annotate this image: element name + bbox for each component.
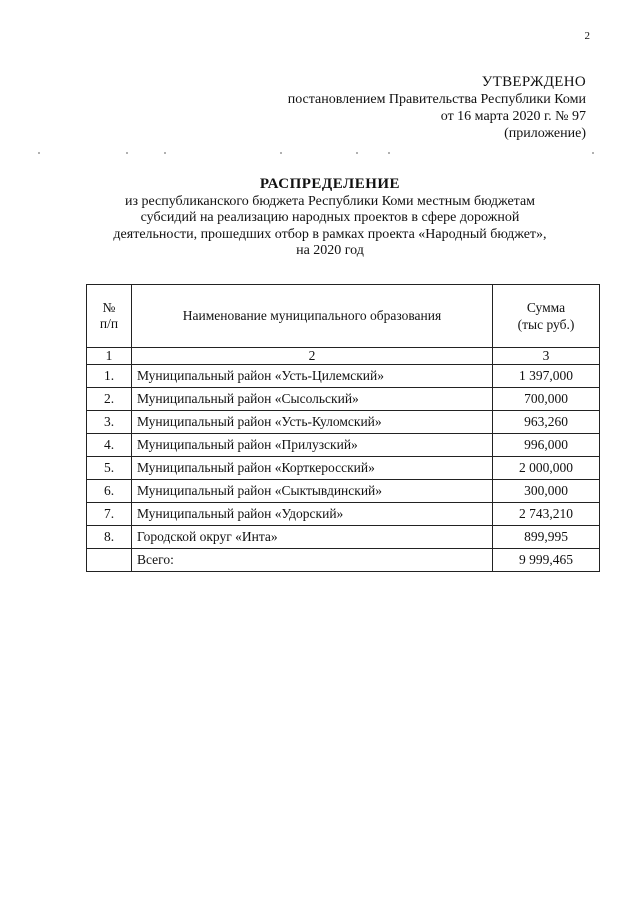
header-number-line: п/п <box>99 316 119 331</box>
approval-line: постановлением Правительства Республики Коми <box>287 92 586 107</box>
title-line: субсидий на реализацию народных проектов в сфере дорожной <box>140 210 520 225</box>
table-row <box>87 526 600 549</box>
approval-line: (приложение) <box>504 126 586 141</box>
table-row <box>87 503 600 526</box>
table-header-row <box>87 285 600 348</box>
header-sum <box>493 285 600 348</box>
row-sum: 700,000 <box>493 388 600 411</box>
page-number: 2 <box>584 30 590 42</box>
row-name: Муниципальный район «Сыктывдинский» <box>132 480 493 503</box>
column-number: 3 <box>493 348 600 365</box>
column-numbers-row <box>87 348 600 365</box>
row-number: 7. <box>87 503 132 526</box>
total-number-empty <box>87 549 132 572</box>
row-sum: 300,000 <box>493 480 600 503</box>
row-name: Муниципальный район «Усть-Куломский» <box>132 411 493 434</box>
row-number: 4. <box>87 434 132 457</box>
header-number-line: № <box>102 300 116 315</box>
table-row <box>87 388 600 411</box>
header-number <box>87 285 132 348</box>
header-name: Наименование муниципального образования <box>132 285 493 348</box>
title-line: деятельности, прошедших отбор в рамках проекта «Народный бюджет», <box>113 226 547 242</box>
column-number: 2 <box>132 348 493 365</box>
table-row <box>87 457 600 480</box>
row-number: 6. <box>87 480 132 503</box>
row-sum: 963,260 <box>493 411 600 434</box>
row-name: Муниципальный район «Прилузский» <box>132 434 493 457</box>
row-number: 1. <box>87 365 132 388</box>
row-sum: 996,000 <box>493 434 600 457</box>
title-line: на 2020 год <box>296 243 364 258</box>
row-sum: 2 743,210 <box>493 503 600 526</box>
row-number: 2. <box>87 388 132 411</box>
total-row <box>87 549 600 572</box>
row-name: Муниципальный район «Усть-Цилемский» <box>132 365 493 388</box>
scan-dots <box>36 152 596 156</box>
table-row <box>87 365 600 388</box>
row-number: 8. <box>87 526 132 549</box>
row-number: 5. <box>87 457 132 480</box>
total-label: Всего: <box>132 549 493 572</box>
row-sum: 2 000,000 <box>493 457 600 480</box>
title-line: из республиканского бюджета Республики Коми местным бюджетам <box>124 193 536 209</box>
header-sum-line: Сумма <box>526 300 566 315</box>
row-name: Муниципальный район «Сысольский» <box>132 388 493 411</box>
table-row <box>87 434 600 457</box>
row-sum: 1 397,000 <box>493 365 600 388</box>
distribution-table <box>86 284 600 572</box>
row-sum: 899,995 <box>493 526 600 549</box>
row-name: Городской округ «Инта» <box>132 526 493 549</box>
row-name: Муниципальный район «Удорский» <box>132 503 493 526</box>
column-number: 1 <box>87 348 132 365</box>
table-row <box>87 480 600 503</box>
row-name: Муниципальный район «Корткеросский» <box>132 457 493 480</box>
header-sum-line: (тыс руб.) <box>517 317 575 332</box>
approval-line: от 16 марта 2020 г. № 97 <box>440 109 586 124</box>
document-title: РАСПРЕДЕЛЕНИЕ <box>259 176 401 192</box>
approval-heading: УТВЕРЖДЕНО <box>481 74 586 90</box>
total-sum: 9 999,465 <box>493 549 600 572</box>
row-number: 3. <box>87 411 132 434</box>
table-row <box>87 411 600 434</box>
approval-block <box>288 74 586 142</box>
document-title-block <box>90 176 570 260</box>
